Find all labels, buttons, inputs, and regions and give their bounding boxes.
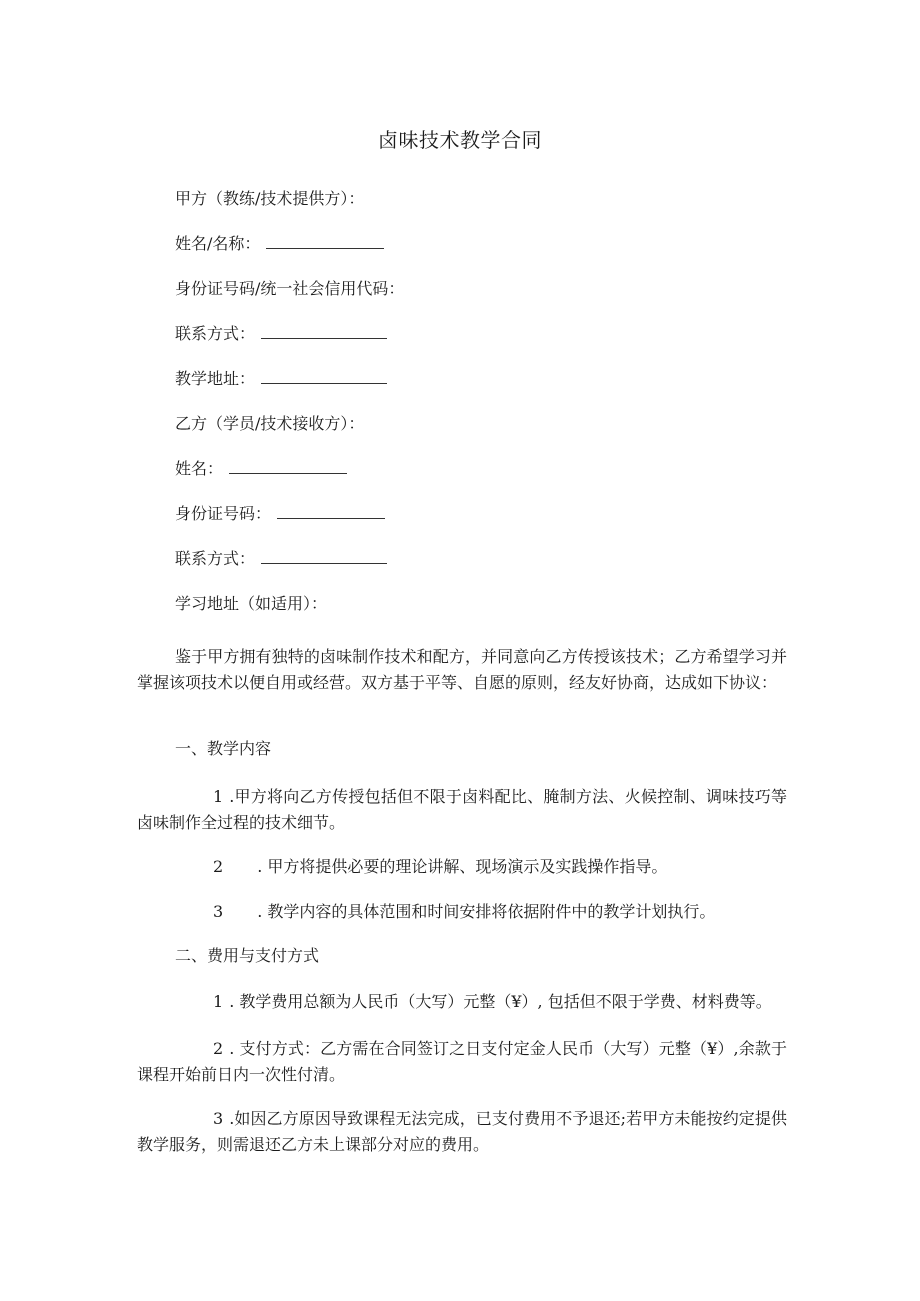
party-a-name-label: 姓名/名称：: [175, 234, 261, 253]
section2-item-1-number: 1: [213, 992, 224, 1011]
party-a-id-label: 身份证号码/统一社会信用代码：: [175, 279, 405, 298]
party-b-contact-row: [175, 547, 387, 571]
party-a-contact-row: [175, 322, 387, 346]
party-b-id-row: [175, 502, 385, 526]
section1-item-1: [137, 784, 787, 836]
preamble-paragraph: 鉴于甲方拥有独特的卤味制作技术和配方，并同意向乙方传授该技术；乙方希望学习并掌握该项技术以便自用或经营。双方基于平等、自愿的原则，经友好协商，达成如下协议：: [137, 647, 787, 692]
section1-heading: 一、教学内容: [175, 739, 272, 758]
section1-item-3: [137, 899, 787, 925]
section1-item-2-text: . 甲方将提供必要的理论讲解、现场演示及实践操作指导。: [257, 857, 668, 876]
party-a-address-label: 教学地址：: [175, 369, 256, 388]
section1-item-3-text: . 教学内容的具体范围和时间安排将依据附件中的教学计划执行。: [257, 902, 716, 921]
party-a-heading: 甲方（教练/技术提供方）：: [175, 189, 365, 208]
section2-item-1: [137, 989, 787, 1015]
section2-item-3-number: 3: [213, 1109, 224, 1128]
section2-item-3: [137, 1106, 787, 1158]
section2-item-2-number: 2: [213, 1039, 224, 1058]
section1-item-1-number: 1: [213, 787, 224, 806]
document-title: 卤味技术教学合同: [378, 128, 542, 152]
section2-heading: 二、费用与支付方式: [175, 946, 320, 965]
party-b-name-label: 姓名：: [175, 459, 224, 478]
section2-item-3-text: .如因乙方原因导致课程无法完成，已支付费用不予退还;若甲方未能按约定提供教学服务，则需退还乙方未上课部分对应的费用。: [137, 1109, 787, 1154]
party-b-id-blank[interactable]: [277, 502, 385, 519]
section1-item-3-number: 3: [213, 902, 224, 921]
section1-item-2-number: 2: [213, 857, 224, 876]
party-b-address-label: 学习地址（如适用）：: [175, 594, 328, 613]
party-a-contact-blank[interactable]: [261, 322, 387, 339]
party-b-heading: 乙方（学员/技术接收方）：: [175, 414, 365, 433]
party-b-id-label: 身份证号码：: [175, 504, 272, 523]
section1-item-1-text: .甲方将向乙方传授包括但不限于卤料配比、腌制方法、火候控制、调味技巧等卤味制作全过程的技术细节。: [137, 787, 787, 832]
party-b-name-row: [175, 457, 347, 481]
party-a-name-blank[interactable]: [266, 232, 384, 249]
party-b-name-blank[interactable]: [229, 457, 347, 474]
party-b-contact-blank[interactable]: [261, 547, 387, 564]
party-b-contact-label: 联系方式：: [175, 549, 256, 568]
section2-item-1-text: . 教学费用总额为人民币（大写）元整（¥）, 包括但不限于学费、材料费等。: [229, 992, 772, 1011]
section2-item-2: [137, 1036, 787, 1088]
party-a-name-row: [175, 232, 384, 256]
party-a-address-blank[interactable]: [261, 367, 387, 384]
party-a-contact-label: 联系方式：: [175, 324, 256, 343]
section1-item-2: [137, 854, 787, 880]
party-a-address-row: [175, 367, 387, 391]
section2-item-2-text: . 支付方式：乙方需在合同签订之日支付定金人民币（大写）元整（¥）,余款于课程开始前日内一次性付清。: [137, 1039, 787, 1084]
